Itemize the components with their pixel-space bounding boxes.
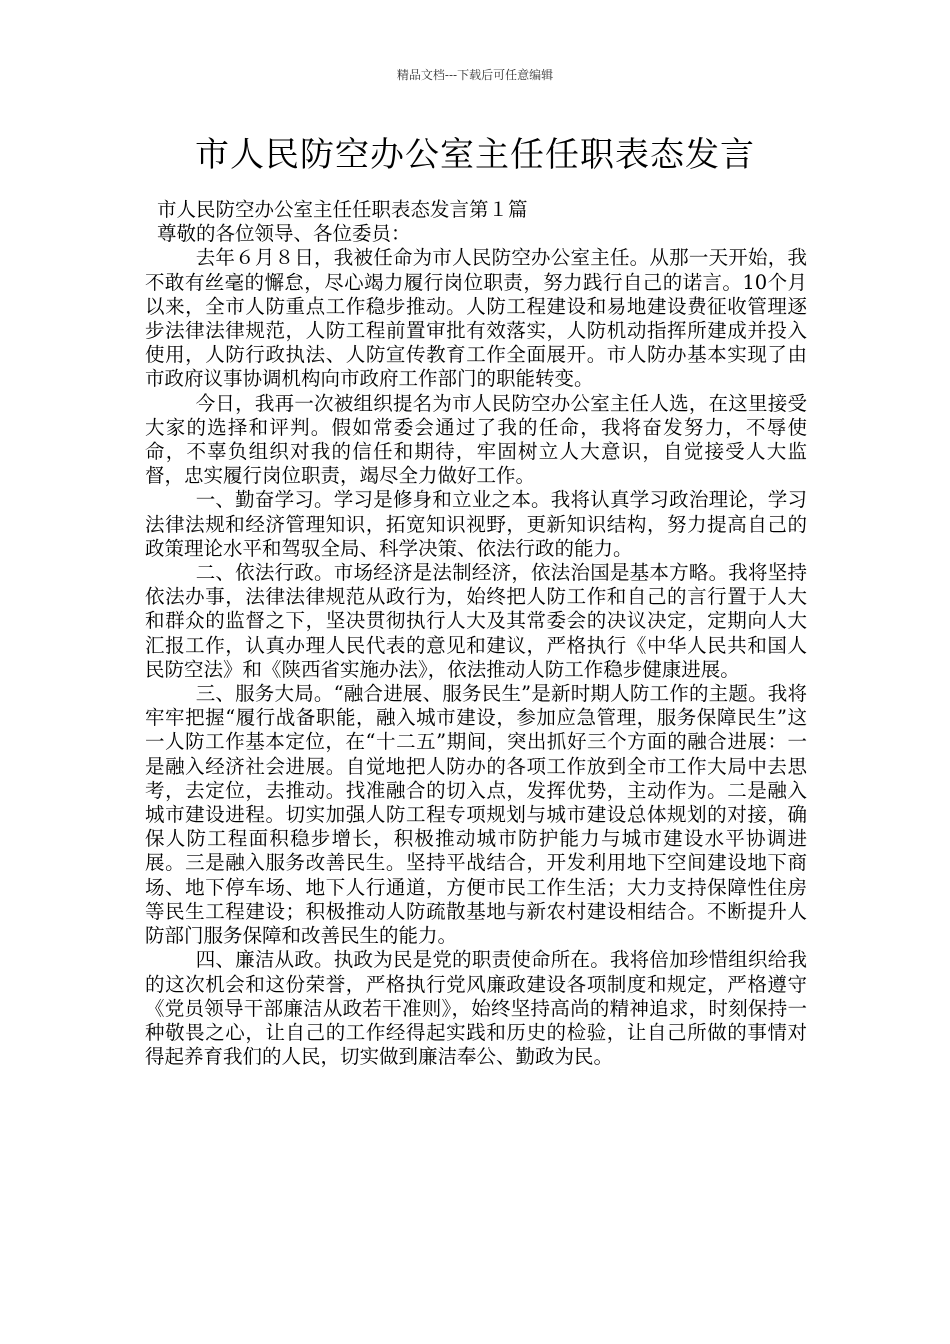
paragraph-nomination: 今日，我再一次被组织提名为市人民防空办公室主任人选，在这里接受大家的选择和评判。假如常委会通过了我的任命，我将奋发努力，不辱使命，不辜负组织对我的信任和期待，牢固树立人大意识，自觉接受人大监督，忠实履行岗位职责，竭尽全力做好工作。	[145, 391, 807, 488]
paragraph-study: 一、勤奋学习。学习是修身和立业之本。我将认真学习政治理论，学习法律法规和经济管理知识，拓宽知识视野，更新知识结构，努力提高自己的政策理论水平和驾驭全局、科学决策、依法行政的能力。	[145, 488, 807, 560]
paragraph-intro: 去年６月８日，我被任命为市人民防空办公室主任。从那一天开始，我不敢有丝毫的懈怠，尽心竭力履行岗位职责，努力践行自己的诺言。10个月以来，全市人防重点工作稳步推动。人防工程建设和易地建设费征收管理逐步法律法律规范，人防工程前置审批有效落实，人防机动指挥所建成并投入使用，人防行政执法、人防宣传教育工作全面展开。市人防办基本实现了由市政府议事协调机构向市政府工作部门的职能转变。	[145, 246, 807, 391]
document-body	[145, 198, 807, 1069]
document-title: 市人民防空办公室主任任职表态发言	[195, 135, 755, 175]
subtitle: 市人民防空办公室主任任职表态发言第１篇	[157, 198, 528, 221]
paragraph-service: 三、服务大局。“融合进展、服务民生”是新时期人防工作的主题。我将牢牢把握“履行战备职能，融入城市建设，参加应急管理，服务保障民生”这一人防工作基本定位，在“十二五”期间，突出抓好三个方面的融合进展：一是融入经济社会进展。自觉地把人防办的各项工作放到全市工作大局中去思考，去定位，去推动。找准融合的切入点，发挥优势，主动作为。二是融入城市建设进程。切实加强人防工程专项规划与城市建设总体规划的对接，确保人防工程面积稳步增长，积极推动城市防护能力与城市建设水平协调进展。三是融入服务改善民生。坚持平战结合，开发利用地下空间建设地下商场、地下停车场、地下人行通道，方便市民工作生活；大力支持保障性住房等民生工程建设；积极推动人防疏散基地与新农村建设相结合。不断提升人防部门服务保障和改善民生的能力。	[145, 682, 807, 948]
paragraph-integrity: 四、廉洁从政。执政为民是党的职责使命所在。我将倍加珍惜组织给我的这次机会和这份荣誉，严格执行党风廉政建设各项制度和规定，严格遵守《党员领导干部廉洁从政若干准则》，始终坚持高尚的精神追求，时刻保持一种敬畏之心，让自己的工作经得起实践和历史的检验，让自己所做的事情对得起养育我们的人民，切实做到廉洁奉公、勤政为民。	[145, 948, 807, 1069]
header-note: 精品文档---下载后可任意编辑	[396, 68, 554, 82]
paragraph-law: 二、依法行政。市场经济是法制经济，依法治国是基本方略。我将坚持依法办事，法律法律规范从政行为，始终把人防工作和自己的言行置于人大和群众的监督之下，坚决贯彻执行人大及其常委会的决议决定，定期向人大汇报工作，认真办理人民代表的意见和建议，严格执行《中华人民共和国人民防空法》和《陕西省实施办法》，依法推动人防工作稳步健康进展。	[145, 561, 807, 681]
salutation: 尊敬的各位领导、各位委员：	[157, 222, 411, 246]
